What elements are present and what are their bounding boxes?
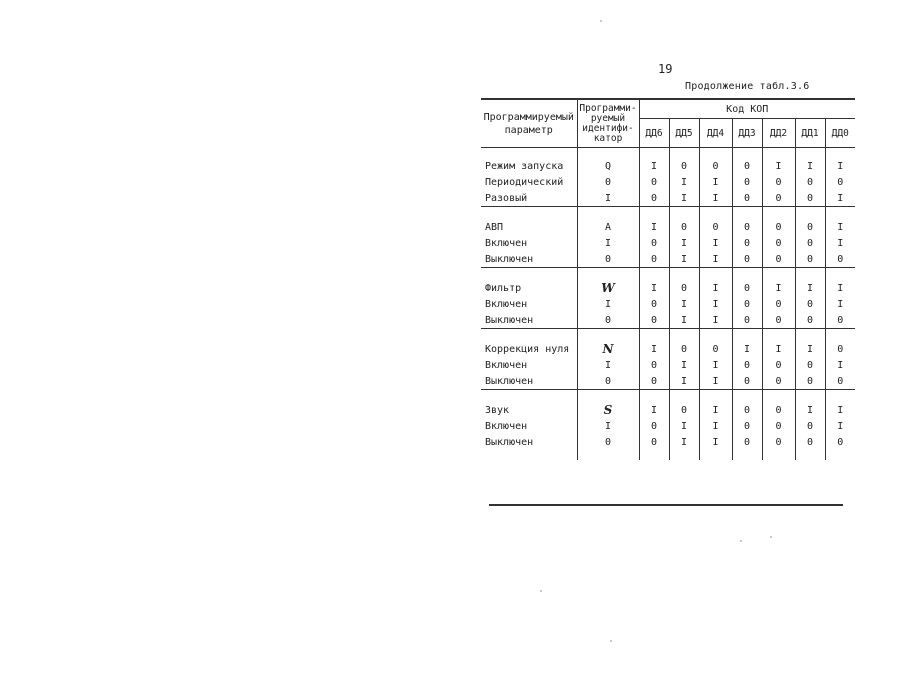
- bit-cell: I: [825, 158, 855, 174]
- row-identifier: 0: [577, 251, 639, 268]
- bit-cell: I: [762, 341, 795, 357]
- bit-cell: I: [669, 251, 699, 268]
- bit-cell: I: [639, 219, 669, 235]
- bit-cell: 0: [669, 158, 699, 174]
- row-label: Фильтр: [485, 282, 522, 294]
- bit-cell: 0: [732, 235, 762, 251]
- header-kop: Код КОП: [639, 99, 855, 119]
- header-ident-line: руемый: [590, 112, 626, 124]
- bit-cell: 0: [639, 312, 669, 329]
- row-identifier: 0: [577, 434, 639, 450]
- bit-cell: 0: [639, 357, 669, 373]
- bit-cell: 0: [762, 296, 795, 312]
- table-row: [481, 219, 855, 235]
- table-row: [481, 341, 855, 357]
- bit-cell: I: [669, 373, 699, 390]
- bit-cell: 0: [639, 190, 669, 207]
- header-ident: [577, 99, 639, 148]
- group-separator: [481, 207, 855, 220]
- bit-cell: 0: [699, 219, 732, 235]
- bit-cell: 0: [762, 373, 795, 390]
- row-identifier: I: [577, 357, 639, 373]
- bit-cell: 0: [795, 434, 825, 450]
- bit-cell: I: [639, 280, 669, 296]
- bit-cell: 0: [795, 219, 825, 235]
- row-identifier: I: [577, 235, 639, 251]
- bit-cell: 0: [762, 219, 795, 235]
- bit-cell: 0: [762, 402, 795, 418]
- scan-speck: [600, 20, 602, 22]
- row-label: Включен: [485, 298, 528, 310]
- bit-cell: I: [825, 190, 855, 207]
- bit-cell: 0: [639, 235, 669, 251]
- bit-cell: 0: [669, 280, 699, 296]
- bit-cell: 0: [795, 190, 825, 207]
- bit-cell: 0: [762, 235, 795, 251]
- bit-cell: I: [699, 312, 732, 329]
- bit-cell: 0: [699, 158, 732, 174]
- bit-cell: 0: [732, 219, 762, 235]
- row-label: Включен: [485, 420, 528, 432]
- bit-cell: 0: [795, 251, 825, 268]
- bit-cell: I: [699, 357, 732, 373]
- bit-cell: 0: [825, 373, 855, 390]
- table-row: [481, 312, 855, 329]
- table-row: [481, 158, 855, 174]
- bit-cell: I: [699, 190, 732, 207]
- bit-cell: I: [669, 434, 699, 450]
- row-identifier: I: [577, 296, 639, 312]
- group-separator: [481, 268, 855, 281]
- bit-cell: 0: [732, 357, 762, 373]
- row-label: Разовый: [485, 192, 528, 204]
- bit-cell: I: [762, 158, 795, 174]
- scan-speck: [610, 640, 612, 642]
- bit-cell: I: [639, 341, 669, 357]
- row-label: Периодический: [485, 176, 564, 188]
- bit-cell: 0: [762, 190, 795, 207]
- bit-cell: I: [669, 312, 699, 329]
- header-bit: ДД2: [762, 119, 795, 148]
- bit-cell: I: [669, 418, 699, 434]
- row-label: Выключен: [485, 314, 534, 326]
- bit-cell: 0: [732, 251, 762, 268]
- bit-cell: 0: [795, 174, 825, 190]
- bit-cell: I: [795, 158, 825, 174]
- page-number: 19: [658, 62, 673, 76]
- bit-cell: 0: [639, 174, 669, 190]
- row-identifier: Q: [577, 158, 639, 174]
- row-identifier: 0: [577, 174, 639, 190]
- bit-cell: 0: [762, 434, 795, 450]
- bit-cell: I: [699, 373, 732, 390]
- bit-cell: I: [699, 434, 732, 450]
- bit-cell: I: [699, 296, 732, 312]
- bit-cell: I: [762, 280, 795, 296]
- bit-cell: 0: [639, 251, 669, 268]
- row-spacer: [481, 450, 855, 460]
- bit-cell: I: [825, 219, 855, 235]
- bit-cell: 0: [762, 251, 795, 268]
- row-identifier: I: [577, 190, 639, 207]
- bit-cell: I: [825, 235, 855, 251]
- bit-cell: I: [825, 418, 855, 434]
- bit-cell: 0: [699, 341, 732, 357]
- bit-cell: 0: [732, 174, 762, 190]
- header-param-line: Программируемый: [483, 111, 574, 123]
- row-label: Выключен: [485, 253, 534, 265]
- row-identifier: A: [577, 219, 639, 235]
- row-label: Звук: [485, 404, 510, 416]
- bit-cell: 0: [639, 296, 669, 312]
- header-param-line: параметр: [504, 124, 553, 136]
- bit-cell: 0: [825, 312, 855, 329]
- bit-cell: 0: [795, 235, 825, 251]
- bit-cell: I: [669, 235, 699, 251]
- header-bit: ДД6: [639, 119, 669, 148]
- row-label: Выключен: [485, 436, 534, 448]
- bit-cell: I: [669, 174, 699, 190]
- bit-cell: I: [669, 357, 699, 373]
- row-identifier: 0: [577, 312, 639, 329]
- scan-speck: [770, 536, 772, 538]
- bit-cell: 0: [795, 312, 825, 329]
- bit-cell: I: [795, 341, 825, 357]
- bit-cell: I: [699, 251, 732, 268]
- bit-cell: I: [699, 235, 732, 251]
- table-row: [481, 190, 855, 207]
- bit-cell: 0: [732, 280, 762, 296]
- bit-cell: I: [699, 174, 732, 190]
- group-separator: [481, 390, 855, 403]
- row-label: Коррекция нуля: [485, 343, 570, 355]
- bit-cell: 0: [762, 174, 795, 190]
- bit-cell: I: [669, 296, 699, 312]
- bit-cell: 0: [825, 434, 855, 450]
- bit-cell: 0: [732, 418, 762, 434]
- row-label: Режим запуска: [485, 160, 564, 172]
- group-separator: [481, 329, 855, 342]
- bit-cell: 0: [795, 418, 825, 434]
- bit-cell: 0: [762, 418, 795, 434]
- bit-cell: 0: [732, 296, 762, 312]
- table-bottom-rule: [489, 504, 843, 506]
- table-row: [481, 434, 855, 450]
- scan-speck: [740, 540, 742, 542]
- row-identifier: W: [577, 280, 639, 296]
- bit-cell: 0: [795, 373, 825, 390]
- bit-cell: I: [699, 402, 732, 418]
- bit-cell: 0: [639, 418, 669, 434]
- table-row: [481, 280, 855, 296]
- header-bit: ДД4: [699, 119, 732, 148]
- row-label: АВП: [485, 221, 504, 233]
- bit-cell: I: [699, 280, 732, 296]
- header-ident-line: катор: [593, 132, 623, 144]
- bit-cell: I: [732, 341, 762, 357]
- row-spacer: [481, 148, 855, 159]
- table-row: [481, 373, 855, 390]
- row-label: Включен: [485, 237, 528, 249]
- bit-cell: 0: [825, 174, 855, 190]
- table-row: [481, 402, 855, 418]
- bit-cell: 0: [639, 434, 669, 450]
- header-bit: ДД5: [669, 119, 699, 148]
- bit-cell: 0: [795, 296, 825, 312]
- bit-cell: I: [639, 158, 669, 174]
- row-identifier: 0: [577, 373, 639, 390]
- header-param: [481, 99, 577, 148]
- header-bit: ДД0: [825, 119, 855, 148]
- table-row: [481, 357, 855, 373]
- header-bit: ДД1: [795, 119, 825, 148]
- code-table: [481, 98, 855, 460]
- bit-cell: 0: [732, 190, 762, 207]
- bit-cell: I: [669, 190, 699, 207]
- bit-cell: 0: [762, 357, 795, 373]
- table-caption: Продолжение табл.3.6: [685, 81, 810, 92]
- row-identifier: N: [577, 341, 639, 357]
- table-row: [481, 174, 855, 190]
- row-label: Выключен: [485, 375, 534, 387]
- bit-cell: 0: [732, 373, 762, 390]
- bit-cell: I: [825, 280, 855, 296]
- bit-cell: 0: [762, 312, 795, 329]
- bit-cell: 0: [732, 434, 762, 450]
- bit-cell: 0: [732, 158, 762, 174]
- bit-cell: 0: [732, 312, 762, 329]
- bit-cell: I: [825, 357, 855, 373]
- bit-cell: 0: [795, 357, 825, 373]
- row-identifier: S: [577, 402, 639, 418]
- bit-cell: I: [825, 402, 855, 418]
- table-row: [481, 418, 855, 434]
- bit-cell: I: [795, 402, 825, 418]
- bit-cell: I: [825, 296, 855, 312]
- bit-cell: 0: [825, 341, 855, 357]
- bit-cell: I: [699, 418, 732, 434]
- row-identifier: I: [577, 418, 639, 434]
- table-row: [481, 251, 855, 268]
- table-row: [481, 296, 855, 312]
- header-bit: ДД3: [732, 119, 762, 148]
- bit-cell: 0: [669, 402, 699, 418]
- row-label: Включен: [485, 359, 528, 371]
- bit-cell: 0: [825, 251, 855, 268]
- bit-cell: I: [639, 402, 669, 418]
- table-row: [481, 235, 855, 251]
- bit-cell: 0: [639, 373, 669, 390]
- header-ident-line: идентифи-: [582, 122, 634, 134]
- scan-speck: [540, 590, 542, 592]
- bit-cell: 0: [669, 219, 699, 235]
- bit-cell: 0: [669, 341, 699, 357]
- header-ident-line: Программи-: [579, 102, 637, 114]
- bit-cell: I: [795, 280, 825, 296]
- bit-cell: 0: [732, 402, 762, 418]
